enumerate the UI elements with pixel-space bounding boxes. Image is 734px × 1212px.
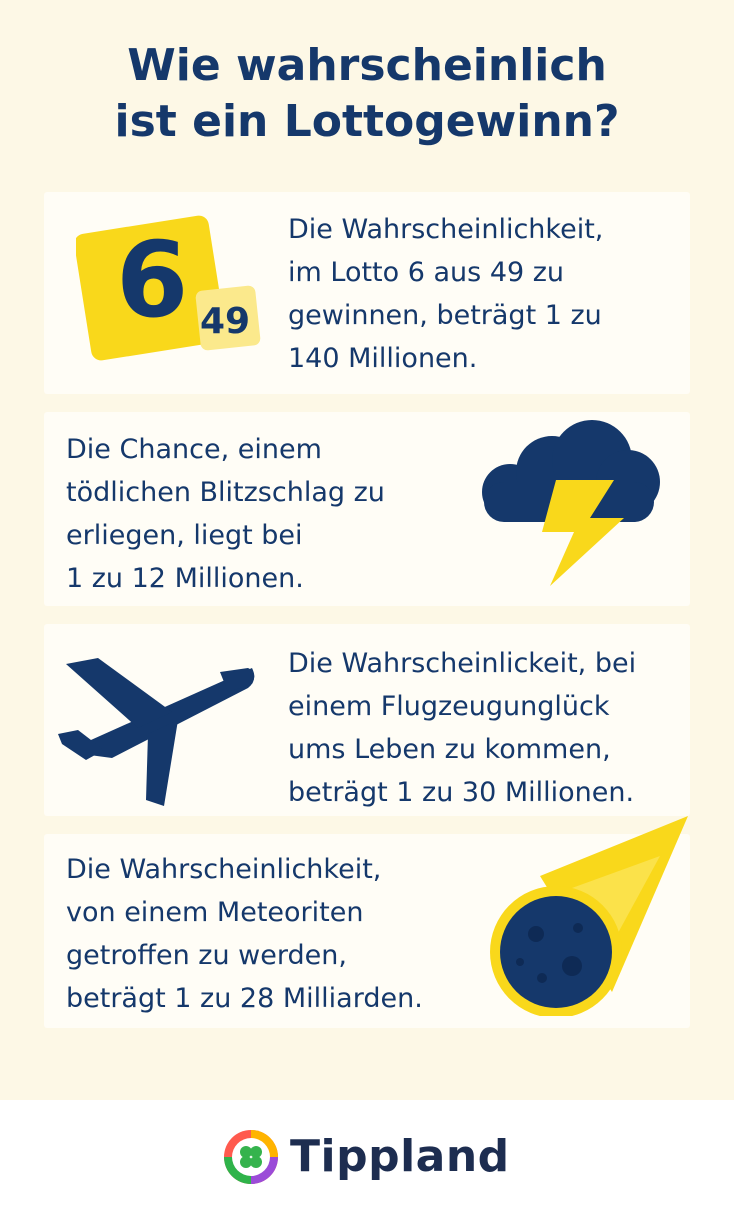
lightning-text-line-2: tödlichen Blitzschlag zu [66, 477, 385, 508]
lightning-card [44, 412, 690, 606]
meteorite-text-line-2: von einem Meteoriten [66, 897, 364, 928]
lotto-text-line-1: Die Wahrscheinlichkeit, [288, 214, 604, 245]
airplane-icon [52, 638, 262, 808]
lightning-text-line-4: 1 zu 12 Millionen. [66, 563, 304, 594]
lotto-card [44, 192, 690, 394]
airplane-text-line-2: einem Flugzeugunglück [288, 691, 610, 722]
lotto-text-line-2: im Lotto 6 aus 49 zu [288, 257, 565, 288]
lotto-card-text [288, 208, 603, 380]
brand-name: Tippland [290, 1131, 510, 1182]
airplane-card-text [288, 642, 636, 814]
lotto-text-line-4: 140 Millionen. [288, 343, 478, 374]
lotto-badge-six: 6 [116, 219, 189, 341]
lightning-text-line-3: erliegen, liegt bei [66, 520, 303, 551]
page-title-line-1: Wie wahrscheinlich [127, 40, 607, 91]
airplane-text-line-1: Die Wahrscheinlickeit, bei [288, 648, 637, 679]
tippland-clover-logo-icon [222, 1128, 280, 1186]
meteorite-text-line-3: getroffen zu werden, [66, 940, 347, 971]
meteorite-icon [480, 816, 690, 1016]
meteorite-text-line-1: Die Wahrscheinlichkeit, [66, 854, 382, 885]
page-title-line-2: ist ein Lottogewinn? [114, 96, 620, 147]
meteorite-card-text [66, 848, 423, 1020]
airplane-text-line-4: beträgt 1 zu 30 Millionen. [288, 777, 635, 808]
lotto-6-aus-49-icon [76, 206, 272, 362]
airplane-card [44, 624, 690, 816]
lightning-card-text [66, 428, 385, 600]
lotto-badge-49: 49 [200, 301, 251, 342]
thunderstorm-lightning-icon [478, 420, 668, 590]
page-title [0, 38, 734, 150]
lotto-text-line-3: gewinnen, beträgt 1 zu [288, 300, 602, 331]
lightning-text-line-1: Die Chance, einem [66, 434, 322, 465]
meteorite-text-line-4: beträgt 1 zu 28 Milliarden. [66, 983, 423, 1014]
airplane-text-line-3: ums Leben zu kommen, [288, 734, 611, 765]
meteorite-card [44, 834, 690, 1028]
